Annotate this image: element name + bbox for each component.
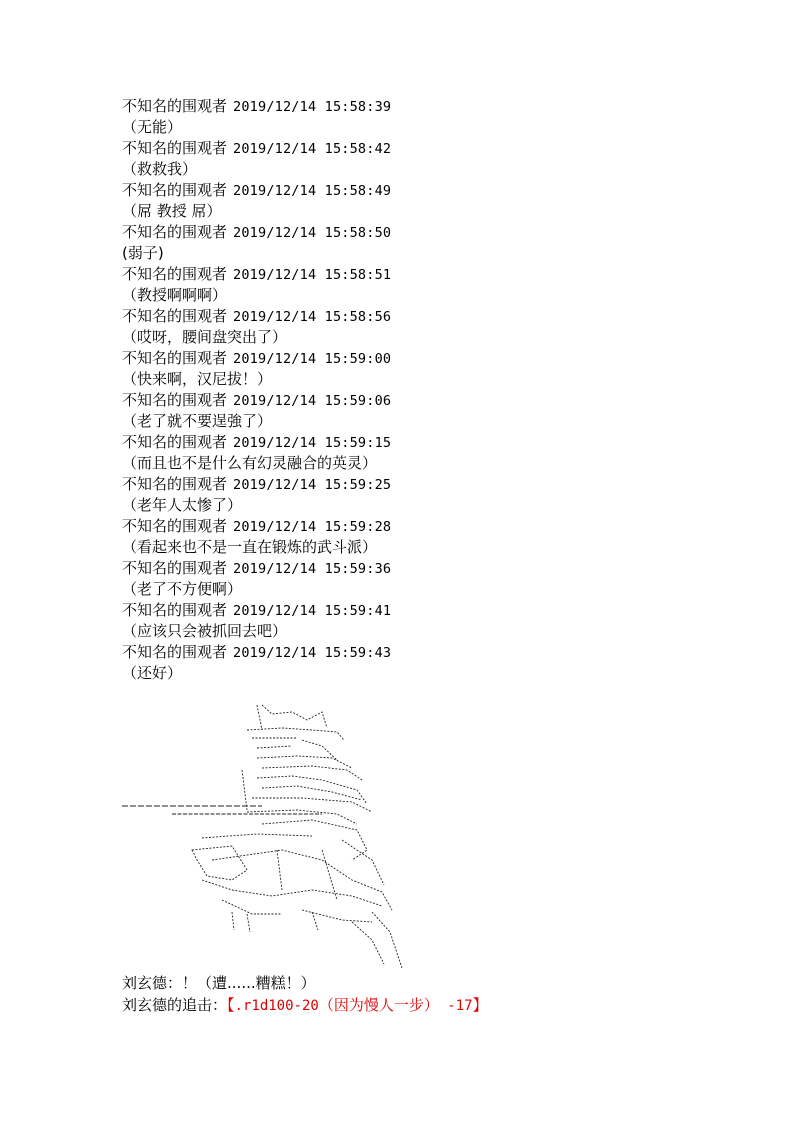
comment-timestamp: 2019/12/14 15:59:36	[233, 561, 392, 577]
comment-author: 不知名的围观者	[122, 181, 228, 199]
comment-meta	[122, 138, 762, 159]
comment-meta	[122, 306, 762, 327]
comment-meta	[122, 516, 762, 537]
comment-entry	[122, 138, 762, 180]
comment-text: （还好）	[122, 664, 183, 682]
comment-author: 不知名的围观者	[122, 517, 228, 535]
comment-entry	[122, 96, 762, 138]
dialogue-block	[122, 972, 488, 1016]
comment-author: 不知名的围观者	[122, 97, 228, 115]
comment-author: 不知名的围观者	[122, 265, 228, 283]
comment-timestamp: 2019/12/14 15:58:51	[233, 267, 392, 283]
comment-author: 不知名的围观者	[122, 223, 228, 241]
comment-entry	[122, 180, 762, 222]
comment-text: (弱子)	[122, 244, 164, 262]
comment-entry	[122, 558, 762, 600]
ascii-art-illustration	[122, 700, 422, 968]
comment-meta	[122, 222, 762, 243]
comment-timestamp: 2019/12/14 15:58:39	[233, 99, 392, 115]
speaker-name: 刘玄德：	[122, 974, 183, 992]
pursuit-label: 刘玄德的追击：	[122, 996, 228, 1014]
comment-timestamp: 2019/12/14 15:58:42	[233, 141, 392, 157]
comment-entry	[122, 264, 762, 306]
comment-meta	[122, 348, 762, 369]
comment-text: （无能）	[122, 118, 183, 136]
comment-entry	[122, 432, 762, 474]
comment-text: （快来啊，汉尼拔！）	[122, 370, 273, 388]
comment-timestamp: 2019/12/14 15:59:06	[233, 393, 392, 409]
comment-meta	[122, 180, 762, 201]
comment-timestamp: 2019/12/14 15:58:50	[233, 225, 392, 241]
comment-author: 不知名的围观者	[122, 643, 228, 661]
comment-timestamp: 2019/12/14 15:59:00	[233, 351, 392, 367]
comment-text: （哎呀，腰间盘突出了）	[122, 328, 288, 346]
roll-close-bracket: 】	[472, 996, 488, 1014]
dialogue-line	[122, 972, 488, 994]
comment-text: （老年人太惨了）	[122, 496, 243, 514]
comment-meta	[122, 558, 762, 579]
comment-author: 不知名的围观者	[122, 139, 228, 157]
comment-text: （而且也不是什么有幻灵融合的英灵）	[122, 454, 378, 472]
comment-text: （老了就不要逞強了）	[122, 412, 273, 430]
roll-open-bracket: 【	[227, 996, 235, 1014]
comment-author: 不知名的围观者	[122, 559, 228, 577]
comment-text: （救救我）	[122, 160, 198, 178]
roll-result: -17	[438, 998, 473, 1014]
comment-timestamp: 2019/12/14 15:58:56	[233, 309, 392, 325]
comment-meta	[122, 432, 762, 453]
comment-entry	[122, 474, 762, 516]
comment-author: 不知名的围观者	[122, 391, 228, 409]
comment-timestamp: 2019/12/14 15:59:28	[233, 519, 392, 535]
dialogue-text: ！（遭......糟糕！）	[182, 974, 316, 992]
comment-meta	[122, 642, 762, 663]
comment-text: （屌 教授 屌）	[122, 202, 222, 220]
comment-entry	[122, 222, 762, 264]
comment-text: （老了不方便啊）	[122, 580, 243, 598]
comment-timestamp: 2019/12/14 15:59:25	[233, 477, 392, 493]
comment-text: （应该只会被抓回去吧）	[122, 622, 288, 640]
comment-entry	[122, 348, 762, 390]
comment-author: 不知名的围观者	[122, 475, 228, 493]
comment-author: 不知名的围观者	[122, 307, 228, 325]
comment-author: 不知名的围观者	[122, 433, 228, 451]
pursuit-line	[122, 994, 488, 1016]
comment-timestamp: 2019/12/14 15:59:43	[233, 645, 392, 661]
comment-timestamp: 2019/12/14 15:58:49	[233, 183, 392, 199]
comment-meta	[122, 474, 762, 495]
comment-meta	[122, 600, 762, 621]
comment-meta	[122, 264, 762, 285]
comment-meta	[122, 96, 762, 117]
roll-command: .r1d100-20	[234, 998, 319, 1014]
comment-timestamp: 2019/12/14 15:59:41	[233, 603, 392, 619]
comment-meta	[122, 390, 762, 411]
comment-entry	[122, 600, 762, 642]
comment-author: 不知名的围观者	[122, 349, 228, 367]
comment-feed	[122, 96, 762, 684]
comment-text: （教授啊啊啊）	[122, 286, 228, 304]
comment-entry	[122, 390, 762, 432]
comment-timestamp: 2019/12/14 15:59:15	[233, 435, 392, 451]
comment-entry	[122, 642, 762, 684]
ascii-art-figure	[122, 700, 422, 968]
comment-entry	[122, 306, 762, 348]
comment-author: 不知名的围观者	[122, 601, 228, 619]
roll-reason: （因为慢人一步）	[318, 996, 439, 1014]
comment-text: （看起来也不是一直在锻炼的武斗派）	[122, 538, 378, 556]
comment-entry	[122, 516, 762, 558]
